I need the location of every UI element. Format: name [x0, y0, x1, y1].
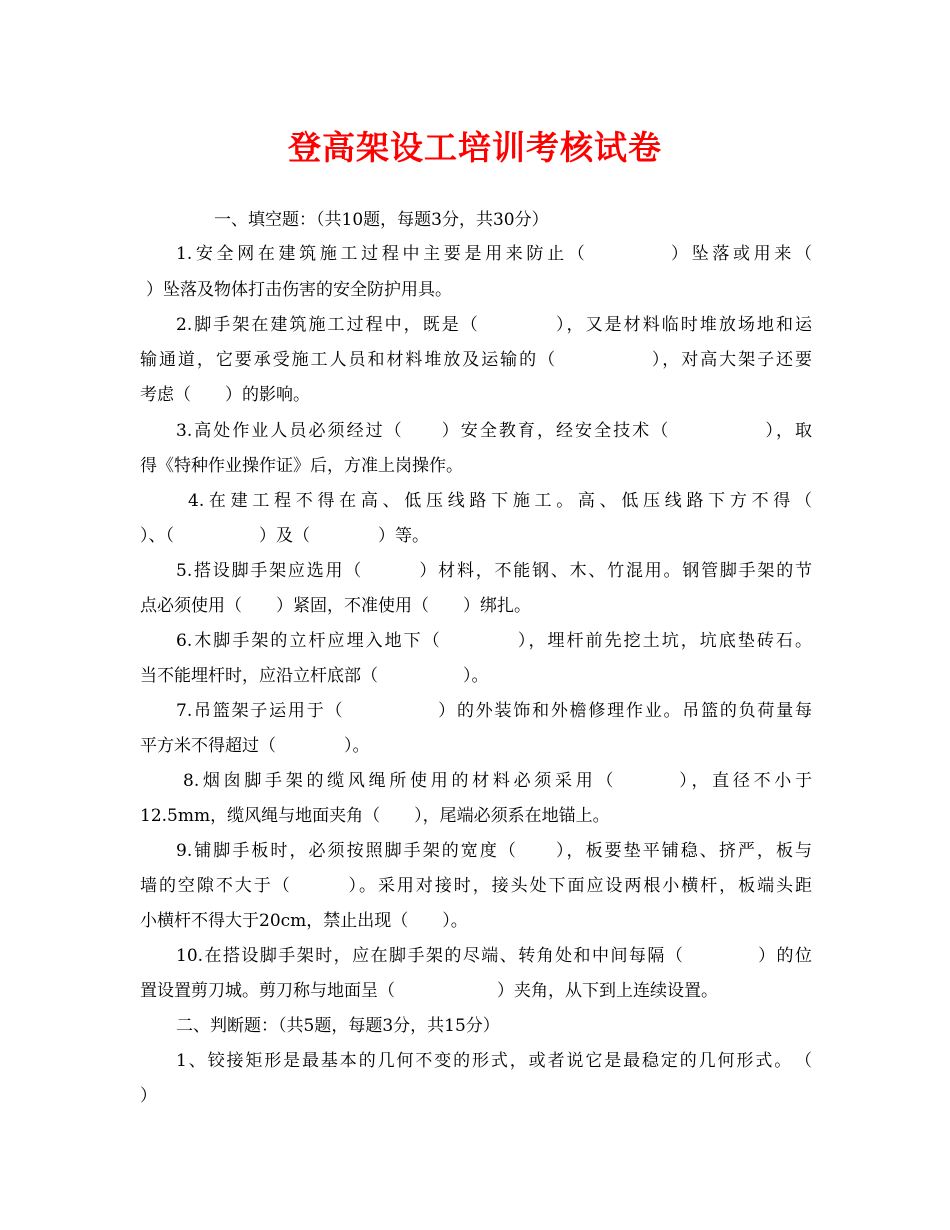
question-3-line-2: 得《特种作业操作证》后，方准上岗操作。	[140, 456, 463, 476]
tf-question-1-line-1: 1、铰接矩形是最基本的几何不变的形式，或者说它是最稳定的几何形式。 （	[176, 1051, 812, 1071]
question-7-line-1: 7.吊篮架子运用于（ ）的外装饰和外檐修理作业。吊篮的负荷量每	[176, 701, 812, 721]
question-3-line-1: 3.高处作业人员必须经过（ ）安全教育，经安全技术（ ），取	[176, 421, 812, 441]
question-2-line-3: 考虑（ ）的影响。	[140, 385, 310, 405]
section-heading-true-false: 二、判断题：（共5题，每题3分，共15分）	[176, 1016, 500, 1036]
question-9-line-1: 9.铺脚手板时，必须按照脚手架的宽度（ ），板要垫平铺稳、挤严，板与	[176, 841, 812, 861]
question-5-line-2: 点必须使用（ ）紧固，不准使用（ ）绑扎。	[140, 596, 531, 616]
question-8-line-1: 8.烟囱脚手架的缆风绳所使用的材料必须采用（ ），直径不小于	[183, 771, 812, 791]
question-4-line-2: ）、（ ）及（ ）等。	[140, 526, 429, 546]
question-2-line-1: 2.脚手架在建筑施工过程中，既是（ ），又是材料临时堆放场地和运	[176, 315, 812, 335]
exam-title: 登高架设工培训考核试卷	[288, 128, 662, 167]
question-2-line-2: 输通道，它要承受施工人员和材料堆放及运输的（ ），对高大架子还要	[140, 350, 812, 370]
question-8-line-2: 12.5mm，缆风绳与地面夹角（ ），尾端必须系在地锚上。	[140, 806, 610, 826]
question-10-line-1: 10.在搭设脚手架时，应在脚手架的尽端、转角处和中间每隔（ ）的位	[176, 946, 812, 966]
question-10-line-2: 置设置剪刀城。剪刀称与地面呈（ ）夹角，从下到上连续设置。	[140, 981, 718, 1001]
question-1-line-1: 1.安全网在建筑施工过程中主要是用来防止（ ）坠落或用来（	[176, 244, 812, 264]
question-6-line-1: 6.木脚手架的立杆应埋入地下（ ），埋杆前先挖土坑，坑底垫砖石。	[176, 631, 812, 651]
section-heading-fill-blank: 一、填空题：（共10题，每题3分，共30分）	[214, 210, 549, 230]
question-1-line-2: ）坠落及物体打击伤害的安全防护用具。	[146, 280, 452, 300]
question-9-line-3: 小横杆不得大于20cm，禁止出现（ ）。	[140, 911, 468, 931]
question-9-line-2: 墙的空隙不大于（ ）。采用对接时，接头处下面应设两根小横杆，板端头距	[140, 876, 812, 896]
question-6-line-2: 当不能埋杆时，应沿立杆底部（ ）。	[140, 666, 489, 686]
question-5-line-1: 5.搭设脚手架应选用（ ）材料，不能钢、木、竹混用。钢管脚手架的节	[176, 561, 812, 581]
question-4-line-1: 4.在建工程不得在高、低压线路下施工。高、低压线路下方不得（	[188, 491, 812, 511]
question-7-line-2: 平方米不得超过（ ）。	[140, 736, 370, 756]
tf-question-1-line-2: ）	[140, 1086, 157, 1106]
